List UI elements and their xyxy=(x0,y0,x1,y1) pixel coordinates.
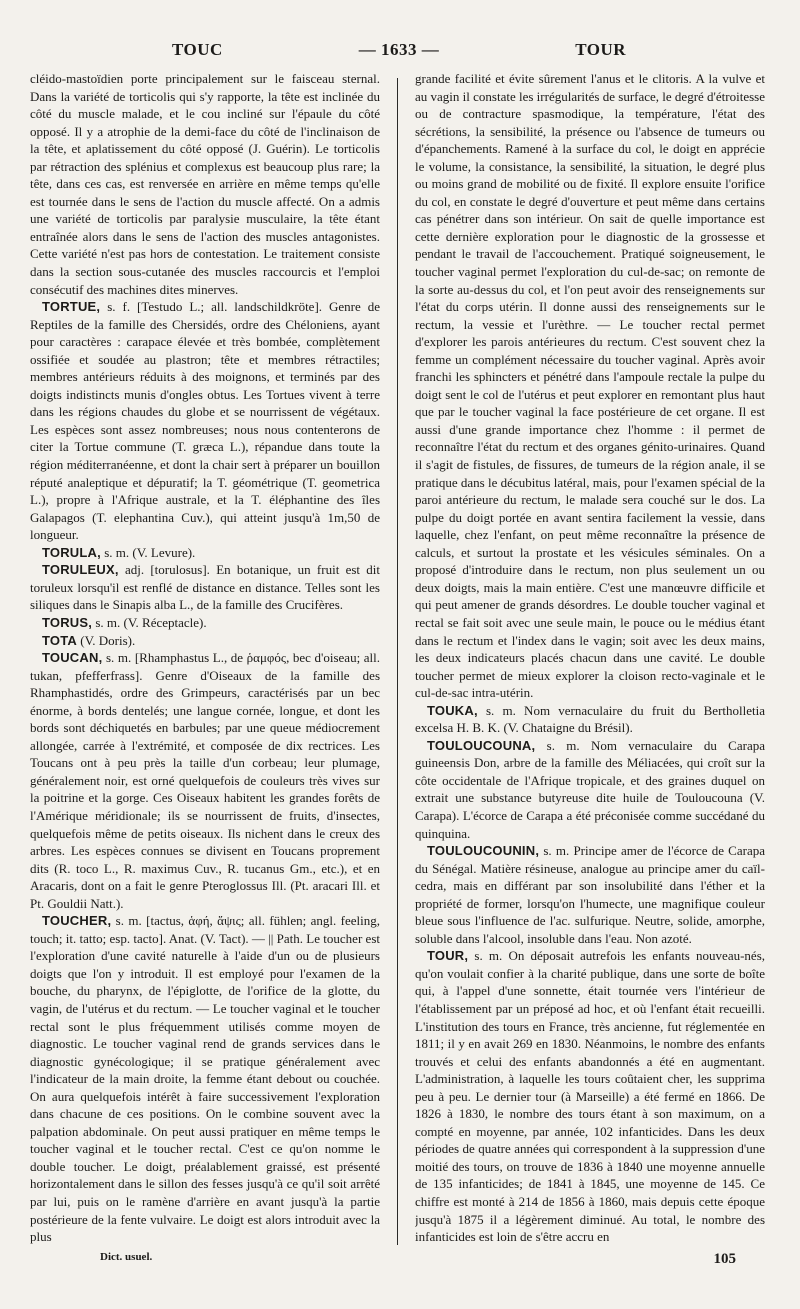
entry-text: s. f. [Testudo L.; all. landschildkröte]. Genre de Reptiles de la famille des Chersidés, ordre des Chéloniens, ayant pour caractères : carapace élevée et très bombée, complètement ossifiée et soudée au plastron; tête et membres rétractiles; membres antérieurs réduits à des moignons, et terminés par des doigts indistincts munis d'ongles obtus. Les Tortues vivent à terre dans les régions chaudes du globe et se nourrissent de végétaux. Les espèces sont assez nombreuses; nous nous contenterons de citer la Tortue commune (T. græca L.), répandue dans toute la région méditerranéenne, et dont la chair sert à préparer un bouillon réputé analeptique et dépuratif; la T. géométrique (T. geometrica L.), propre à l'Afrique australe, et la T. éléphantine des îles Galapagos (T. elephantina Cuv.), qui atteint jusqu'à 1m,50 de longueur. xyxy=(30,299,380,543)
dictionary-entry xyxy=(30,632,380,650)
entry-headword: TOUCAN, xyxy=(42,650,103,666)
header-page-number: — 1633 — xyxy=(358,40,440,59)
left-column xyxy=(30,70,380,1245)
dictionary-entry xyxy=(415,737,765,842)
entry-headword: TOULOUCOUNA, xyxy=(427,737,536,753)
entry-text: s. m. Principe amer de l'écorce de Carapa du Sénégal. Matière résineuse, analogue au principe amer du caïl-cedra, mais en différant par son insolubilité dans l'éther et la propriété de former, lorsqu'on l'humecte, une magnifique couleur bleue sous l'influence de l'ac. sulfurique. Neutre, solide, amorphe, soluble dans l'alcool, insoluble dans l'eau. Non azoté. xyxy=(415,843,765,946)
column-divider xyxy=(397,78,398,1245)
entry-headword: TOUCHER, xyxy=(42,913,112,929)
entry-headword: TORTUE, xyxy=(42,299,101,315)
dictionary-entry xyxy=(30,70,380,298)
entry-headword: TORUS, xyxy=(42,614,93,630)
header-right-guideword: TOUR xyxy=(575,40,626,59)
footer-sheet-number: 105 xyxy=(713,1251,736,1267)
dictionary-entry xyxy=(415,70,765,702)
right-column xyxy=(415,70,765,1245)
entry-headword: TOTA xyxy=(42,632,77,648)
entry-text: s. m. Nom vernaculaire du Carapa guineensis Don, arbre de la famille des Méliacées, qui croît sur la côte occidentale de l'Afrique tropicale, et des graines duquel on extrait une substance butyreuse dite huile de Touloucouna (V. Carapa). L'écorce de Carapa a été préconisée comme succédané du quinquina. xyxy=(415,737,765,841)
footer-signature: Dict. usuel. xyxy=(100,1251,153,1263)
entry-headword: TORULA, xyxy=(42,544,101,560)
entry-text: cléido-mastoïdien porte principalement sur le faisceau sternal. Dans la variété de torticolis qui s'y rapporte, la tête est inclinée du côté du muscle malade, et le cou incliné sur l'épaule du côté opposé. Il y a atrophie de la demi-face du côté de l'inclinaison de la tête, et aplatissement du côté opposé (J. Guérin). Le torticolis par rétraction des splénius et complexus est beaucoup plus rare; la tête, dans ces cas, est renversée en arrière en même temps qu'elle est tournée dans le sens de l'action du muscle affecté. On a admis une variété de torticolis par paralysie musculaire, la tête étant entraînée alors dans le sens de l'action des muscles antagonistes. Cette variété n'est pas hors de contestation. Le traitement consiste dans la section sous-cutanée des muscles raccourcis et l'emploi consécutif des machines dites minerves. xyxy=(30,71,380,297)
running-header xyxy=(30,40,766,70)
entry-text: adj. [torulosus]. En botanique, un fruit est dit toruleux lorsqu'il est renflé de distance en distance. Telles sont les siliques dans le Sinapis alba L., de la famille des Crucifères. xyxy=(30,562,380,613)
text-columns xyxy=(30,70,766,1245)
entry-text: s. m. [Rhamphastus L., de ῥαμφός, bec d'oiseau; all. tukan, pfefferfrass]. Genre d'Oiseaux de la famille des Rhamphastidés, ordre des Grimpeurs, caractérisés par un bec énorme, à bords dentelés; une langue cornée, longue, et dont les bords sont déchiquetés en barbules; par une queue médiocrement allongée, carrée à l'extrémité, et composée de dix rectrices. Les Toucans ont à peu près la taille d'un corbeau; leur plumage, généralement noir, est orné quelquefois de couleurs très vives sur la poitrine et la gorge. Ces Oiseaux habitent les grandes forêts de l'Amérique méridionale; ils se nourrissent de fruits, d'insectes, quelquefois même de petits oiseaux. Ils nichent dans le creux des arbres. Les espèces connues se divisent en Toucans proprement dits (R. toco L., R. maximus Cuv., R. tucanus Gm., etc.), et en Aracaris, dont on a fait le genre Pteroglossus Ill. (Pt. aracari Ill. et Pt. Gouldii Natt.). xyxy=(30,650,380,911)
dictionary-entry xyxy=(30,298,380,544)
entry-text: grande facilité et évite sûrement l'anus et le clitoris. A la vulve et au vagin il constate les irrégularités de surface, le degré d'étroitesse ou de contracture spasmodique, la température, l'état des sécrétions, la sensibilité, la présence ou l'absence de tumeurs ou d'épanchements. Ramené à la surface du col, le doigt en apprécie le volume, la consistance, la sensibilité, la situation, le degré plus ou moins grand de mobilité ou de fixité. Il explore ensuite l'orifice du col, en constate le degré d'ouverture et peut même dans certains cas pénétrer dans son intérieur. On sait de quelle importance est cette dernière exploration pour le diagnostic de la grossesse et pendant le travail de l'accouchement. Pratiqué soigneusement, le toucher vaginal permet l'exploration du cul-de-sac; on remonte de la sorte au-dessus du col, et l'on peut avoir des renseignements sur l'état du corps utérin. Il donne aussi des renseignements sur le rectum, la vessie et l'urèthre. — Le toucher rectal permet d'explorer les parois antérieures du rectum. C'est souvent chez la femme un complément nécessaire du toucher vaginal. Après avoir franchi les sphincters et pénétré dans l'ampoule rectale la pulpe du doigt sent le col de l'utérus et peut explorer en remontant plus haut que par le toucher vaginal la face postérieure de cet organe. Il est aussi d'une grande importance chez l'homme : il permet de reconnaître l'état du rectum et des organes génito-urinaires. Quand il s'agit de fistules, de fissures, de tumeurs de la région anale, il se pratique dans le décubitus latéral, mais, pour l'examen spécial de la paroi antérieure du rectum, le malade sera couché sur le dos. La pulpe du doigt portée en avant sentira facilement la vessie, dans laquelle, chez l'enfant, on peut même reconnaître la présence de calculs, et surtout la prostate et les vésicules séminales. On a proposé d'introduire dans le rectum, non plus seulement un ou deux doigts, mais la main entière. C'est une manœuvre difficile et qui peut amener de grands désordres. Le double toucher vaginal et rectal se fait soit avec une seule main, le pouce ou le médius étant dans le rectum et l'index dans le vagin; soit avec les deux mains, les deux indicateurs placés chacun dans une cavité. Le double toucher permet de mieux explorer la cloison recto-vaginale et le cul-de-sac intra-utérin. xyxy=(415,71,765,701)
entry-headword: TOULOUCOUNIN, xyxy=(427,843,540,859)
entry-text: s. m. On déposait autrefois les enfants nouveau-nés, qu'on voulait confier à la charité publique, dans une sorte de boîte qui, à l'appel d'une sonnette, était tournée vers l'intérieur de l'établissement par un préposé ad hoc, et où l'enfant était recueilli. L'institution des tours en France, très ancienne, fut réglementée en 1811; il y en avait 269 en 1830. Néanmoins, le nombre des enfants trouvés et celui des enfants abandonnés a été en augmentant. L'administration, à laquelle les tours coûtaient cher, les supprima peu à peu. Le dernier tour (à Marseille) a été fermé en 1866. De 1826 à 1830, le nombre des tours étant à son maximum, on a compté en moyenne, par année, 102 infanticides. Dans les deux périodes de quatre années qui correspondent à la suppression d'une moitié des tours, on trouve de 1836 à 1840 une moyenne annuelle de 135 infanticides; de 1841 à 1845, une moyenne de 145. Ce chiffre est monté à 214 de 1856 à 1860, mais depuis cette époque jusqu'à 1875 il a légèrement diminué. Au total, le nombre des infanticides est loin de s'être accru en xyxy=(415,948,765,1245)
entry-text: s. m. Nom vernaculaire du fruit du Bertholletia excelsa H. B. K. (V. Chataigne du Brésil). xyxy=(415,702,765,736)
entry-text: s. m. (V. Levure). xyxy=(104,544,196,560)
entry-headword: TOUKA, xyxy=(427,702,478,718)
entry-text: s. m. [tactus, ἁφή, ἅψις; all. fühlen; angl. feeling, touch; it. tatto; esp. tacto]. Anat. (V. Tact). — || Path. Le toucher est l'exploration d'une cavité naturelle à l'aide d'un ou de plusieurs doigts que l'on y introduit. Il est employé pour l'examen de la bouche, du pharynx, de l'épiglotte, de l'orifice de la glotte, du vagin, de l'utérus et du rectum. — Le toucher vaginal et le toucher rectal sont le plus fréquemment utilisés comme moyen de diagnostic. Le toucher vaginal rend de grands services dans le diagnostic gynécologique; il se pratique généralement avec l'indicateur de la main droite, la femme étant debout ou couchée. On aura quelquefois intérêt à faire successivement l'exploration dans chacune de ces positions. On le combine souvent avec la palpation abdominale. On peut aussi pratiquer en même temps le toucher vaginal et le toucher rectal. C'est ce qu'on nomme le double toucher. Le doigt, préalablement graissé, est présenté horizontalement dans le sillon des fesses jusqu'à ce qu'il soit arrêté par lui, puis on le ramène d'arrière en avant jusqu'à la partie postérieure de la fente vulvaire. Le doigt est alors introduit avec la plus xyxy=(30,913,380,1245)
dictionary-entry xyxy=(415,702,765,737)
dictionary-entry xyxy=(30,544,380,562)
dictionary-entry xyxy=(415,842,765,947)
entry-text: s. m. (V. Réceptacle). xyxy=(95,614,207,630)
entry-headword: TOUR, xyxy=(427,948,469,964)
entry-text: (V. Doris). xyxy=(80,632,136,648)
entry-headword: TORULEUX, xyxy=(42,562,119,578)
dictionary-entry xyxy=(415,947,765,1245)
dictionary-entry xyxy=(30,912,380,1245)
header-left-guideword: TOUC xyxy=(172,40,223,59)
dictionary-entry xyxy=(30,614,380,632)
page-footer xyxy=(30,1245,766,1268)
dictionary-entry xyxy=(30,561,380,614)
dictionary-entry xyxy=(30,649,380,912)
